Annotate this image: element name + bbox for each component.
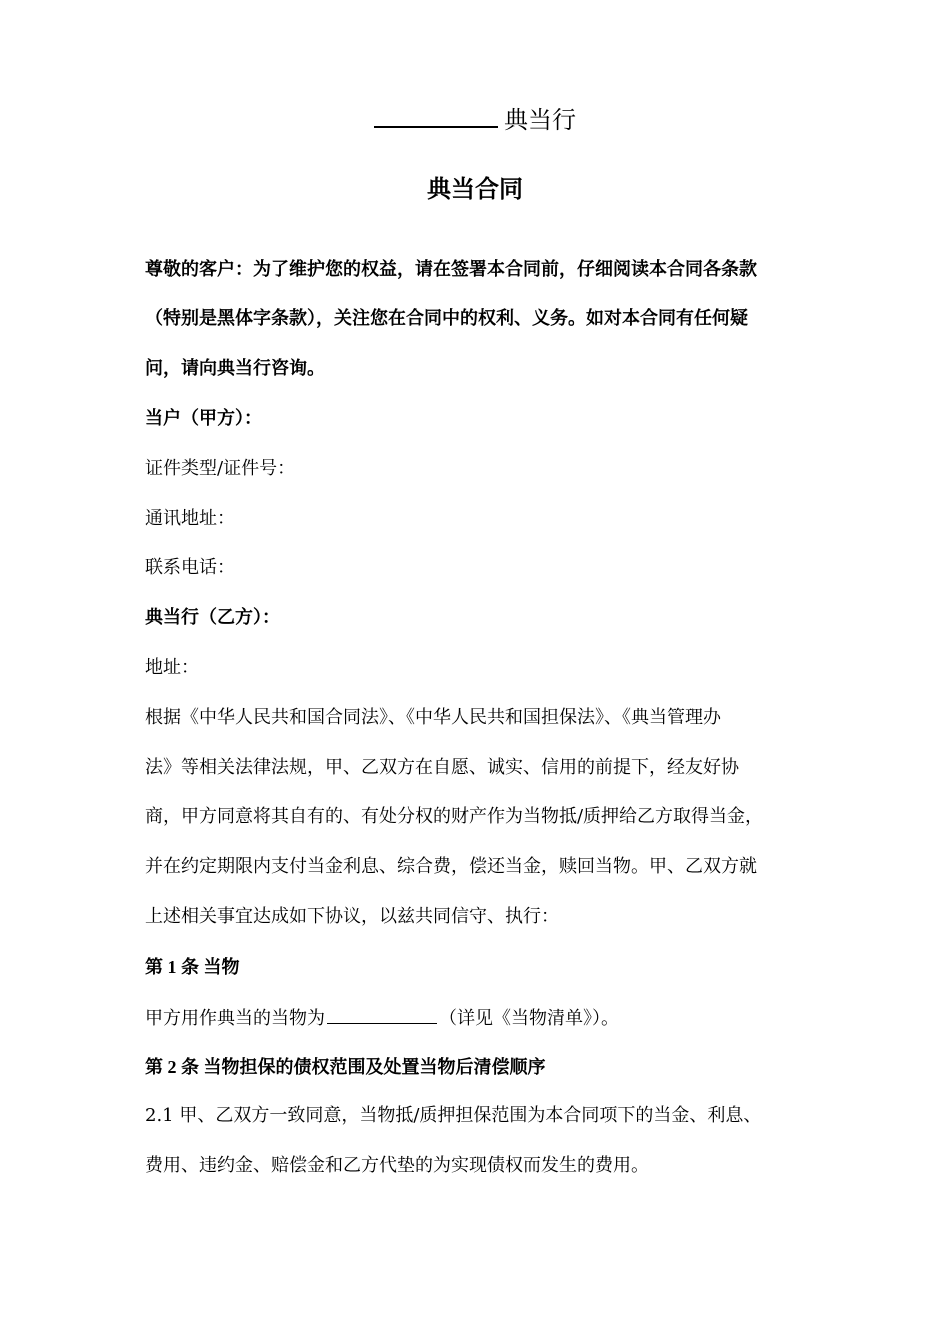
pawnshop-name-blank[interactable] [374, 100, 498, 128]
preamble-line-3: 商，甲方同意将其自有的、有处分权的财产作为当物抵/质押给乙方取得当金， [145, 806, 764, 827]
party-a-heading: 当户（甲方）： [145, 408, 262, 429]
article-1-heading: 第 1 条 当物 [145, 957, 240, 977]
notice-line-1: 尊敬的客户：为了维护您的权益，请在签署本合同前，仔细阅读本合同各条款 [145, 259, 757, 280]
pawnshop-suffix: 典当行 [504, 106, 576, 134]
preamble-line-5: 上述相关事宜达成如下协议，以兹共同信守、执行： [145, 906, 559, 927]
article-2-line-2: 费用、违约金、赔偿金和乙方代垫的为实现债权而发生的费用。 [145, 1155, 649, 1176]
preamble-line-2: 法》等相关法律法规，甲、乙双方在自愿、诚实、信用的前提下，经友好协 [145, 757, 739, 778]
article-2-line-1: 2.1 甲、乙双方一致同意，当物抵/质押担保范围为本合同项下的当金、利息、 [145, 1105, 762, 1126]
contract-title: 典当合同 [427, 174, 523, 203]
article-1-text [145, 1005, 805, 1031]
pawnshop-name-heading [0, 100, 950, 137]
preamble-line-1: 根据《中华人民共和国合同法》、《中华人民共和国担保法》、《典当管理办 [145, 707, 721, 728]
party-b-address-label: 地址： [145, 657, 199, 678]
article-2-heading: 第 2 条 当物担保的债权范围及处置当物后清偿顺序 [145, 1057, 546, 1077]
party-a-phone-label: 联系电话： [145, 557, 235, 578]
article-1-text-after: （详见《当物清单》）。 [439, 1008, 619, 1029]
notice-line-3: 问，请向典当行咨询。 [145, 358, 325, 379]
party-a-address-label: 通讯地址： [145, 508, 235, 529]
party-b-heading: 典当行（乙方）： [145, 607, 280, 628]
party-a-id-label: 证件类型/证件号： [145, 458, 296, 479]
notice-line-2: （特别是黑体字条款），关注您在合同中的权利、义务。如对本合同有任何疑 [145, 308, 748, 329]
preamble-line-4: 并在约定期限内支付当金利息、综合费，偿还当金，赎回当物。甲、乙双方就 [145, 856, 757, 877]
article-1-text-before: 甲方用作典当的当物为 [145, 1008, 325, 1029]
pawn-item-blank[interactable] [327, 1005, 437, 1024]
